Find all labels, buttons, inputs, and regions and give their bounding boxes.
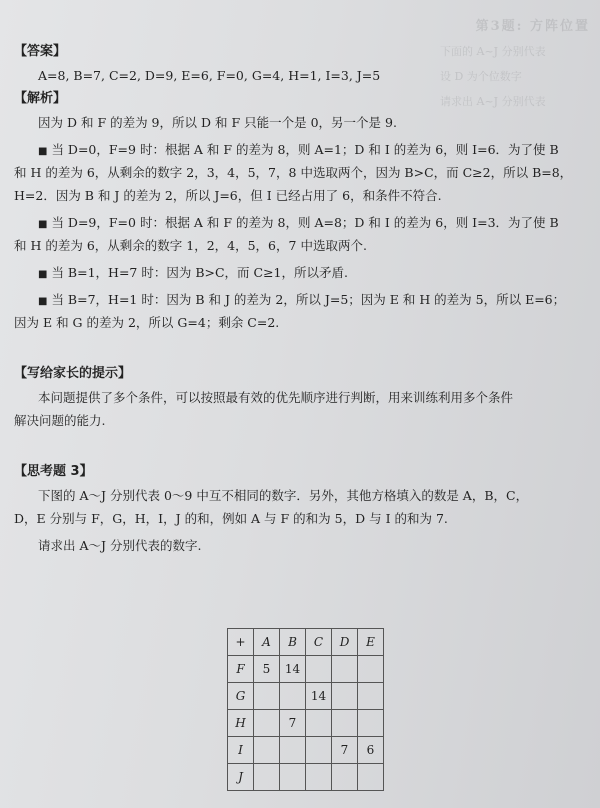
grid-col-header: C — [306, 629, 332, 656]
bleed-through-line: 下面的 A~J 分别代表 — [440, 45, 546, 58]
analysis-case-line — [14, 261, 586, 284]
bleed-through-heading: 第3题: 方阵位置 — [475, 19, 590, 34]
grid-cell: 7 — [332, 737, 358, 764]
analysis-line: 因为 D 和 F 的差为 9，所以 D 和 F 只能一个是 0，另一个是 9. — [38, 115, 397, 130]
answer-heading: 【答案】 — [14, 44, 67, 59]
analysis-line: 当 B=7，H=1 时：因为 B 和 J 的差为 2，所以 J=5；因为 E 和 H 的差为 5，所以 E=6； — [51, 292, 566, 307]
grid-cell — [332, 764, 358, 791]
grid-cell — [332, 656, 358, 683]
parent-tip-line: 解决问题的能力. — [14, 413, 106, 428]
grid-cell — [280, 683, 306, 710]
grid-row — [228, 683, 384, 710]
thinking-line: D，E 分别与 F，G，H，I，J 的和，例如 A 与 F 的和为 5，D 与 I 的和为 7. — [14, 511, 448, 526]
grid-cell — [254, 683, 280, 710]
bleed-through-line: 请求出 A~J 分别代表 — [440, 95, 546, 108]
grid-col-header: D — [332, 629, 358, 656]
square-bullet-icon: ■ — [38, 146, 48, 157]
analysis-line: 和 H 的差为 6，从剩余的数字 2，3，4，5，7，8 中选取两个，因为 B>C，而 C≥2，所以 B=8， — [14, 165, 573, 180]
grid-cell — [358, 764, 384, 791]
grid-cell — [358, 683, 384, 710]
grid-corner-plus: + — [228, 629, 254, 656]
analysis-line: 当 D=0，F=9 时：根据 A 和 F 的差为 8，则 A=1；D 和 I 的差为 6，则 I=6．为了使 B — [51, 142, 559, 157]
grid-cell — [306, 656, 332, 683]
grid-cell: 6 — [358, 737, 384, 764]
grid-row-header: G — [228, 683, 254, 710]
parent-tip-line: 本问题提供了多个条件，可以按照最有效的优先顺序进行判断，用来训练利用多个条件 — [38, 390, 514, 405]
analysis-case-line — [14, 288, 586, 311]
grid-row — [228, 710, 384, 737]
grid-cell: 7 — [280, 710, 306, 737]
grid-cell — [254, 737, 280, 764]
grid-cell — [280, 737, 306, 764]
grid-row-header: F — [228, 656, 254, 683]
grid-cell — [306, 764, 332, 791]
grid-cell — [358, 656, 384, 683]
page-content — [14, 40, 586, 557]
parent-tip-heading: 【写给家长的提示】 — [14, 366, 132, 381]
grid-cell — [280, 764, 306, 791]
grid-col-header: E — [358, 629, 384, 656]
analysis-case-line — [14, 211, 586, 234]
square-bullet-icon: ■ — [38, 219, 48, 230]
grid-cell: 5 — [254, 656, 280, 683]
grid-row-header: I — [228, 737, 254, 764]
thinking-heading: 【思考题 3】 — [14, 464, 93, 479]
analysis-line: 当 B=1，H=7 时：因为 B>C，而 C≥1，所以矛盾. — [51, 265, 348, 280]
grid-row — [228, 737, 384, 764]
sum-grid-wrapper — [227, 628, 384, 791]
grid-header-row — [228, 629, 384, 656]
grid-col-header: A — [254, 629, 280, 656]
grid-row — [228, 764, 384, 791]
sum-grid — [227, 628, 384, 791]
analysis-heading: 【解析】 — [14, 91, 67, 106]
answer-text: A=8, B=7, C=2, D=9, E=6, F=0, G=4, H=1, I=3, J=5 — [38, 68, 381, 83]
grid-row-header: J — [228, 764, 254, 791]
grid-cell — [254, 764, 280, 791]
analysis-line: 和 H 的差为 6，从剩余的数字 1，2，4，5，6，7 中选取两个. — [14, 238, 367, 253]
grid-cell: 14 — [306, 683, 332, 710]
thinking-line: 下图的 A～J 分别代表 0～9 中互不相同的数字．另外，其他方格填入的数是 A，B，C， — [38, 488, 529, 503]
thinking-line: 请求出 A～J 分别代表的数字. — [38, 538, 202, 553]
grid-cell — [254, 710, 280, 737]
grid-cell — [332, 683, 358, 710]
grid-cell — [306, 710, 332, 737]
grid-row — [228, 656, 384, 683]
grid-row-header: H — [228, 710, 254, 737]
grid-cell: 14 — [280, 656, 306, 683]
grid-col-header: B — [280, 629, 306, 656]
square-bullet-icon: ■ — [38, 296, 48, 307]
square-bullet-icon: ■ — [38, 269, 48, 280]
analysis-line: 当 D=9，F=0 时：根据 A 和 F 的差为 8，则 A=8；D 和 I 的差为 6，则 I=3．为了使 B — [51, 215, 559, 230]
analysis-line: H=2．因为 B 和 J 的差为 2，所以 J=6，但 I 已经占用了 6，和条件不符合. — [14, 188, 442, 203]
grid-cell — [332, 710, 358, 737]
bleed-through-line: 设 D 为个位数字 — [440, 70, 522, 83]
analysis-case-line — [14, 138, 586, 161]
grid-cell — [358, 710, 384, 737]
analysis-line: 因为 E 和 G 的差为 2，所以 G=4；剩余 C=2. — [14, 315, 280, 330]
grid-cell — [306, 737, 332, 764]
